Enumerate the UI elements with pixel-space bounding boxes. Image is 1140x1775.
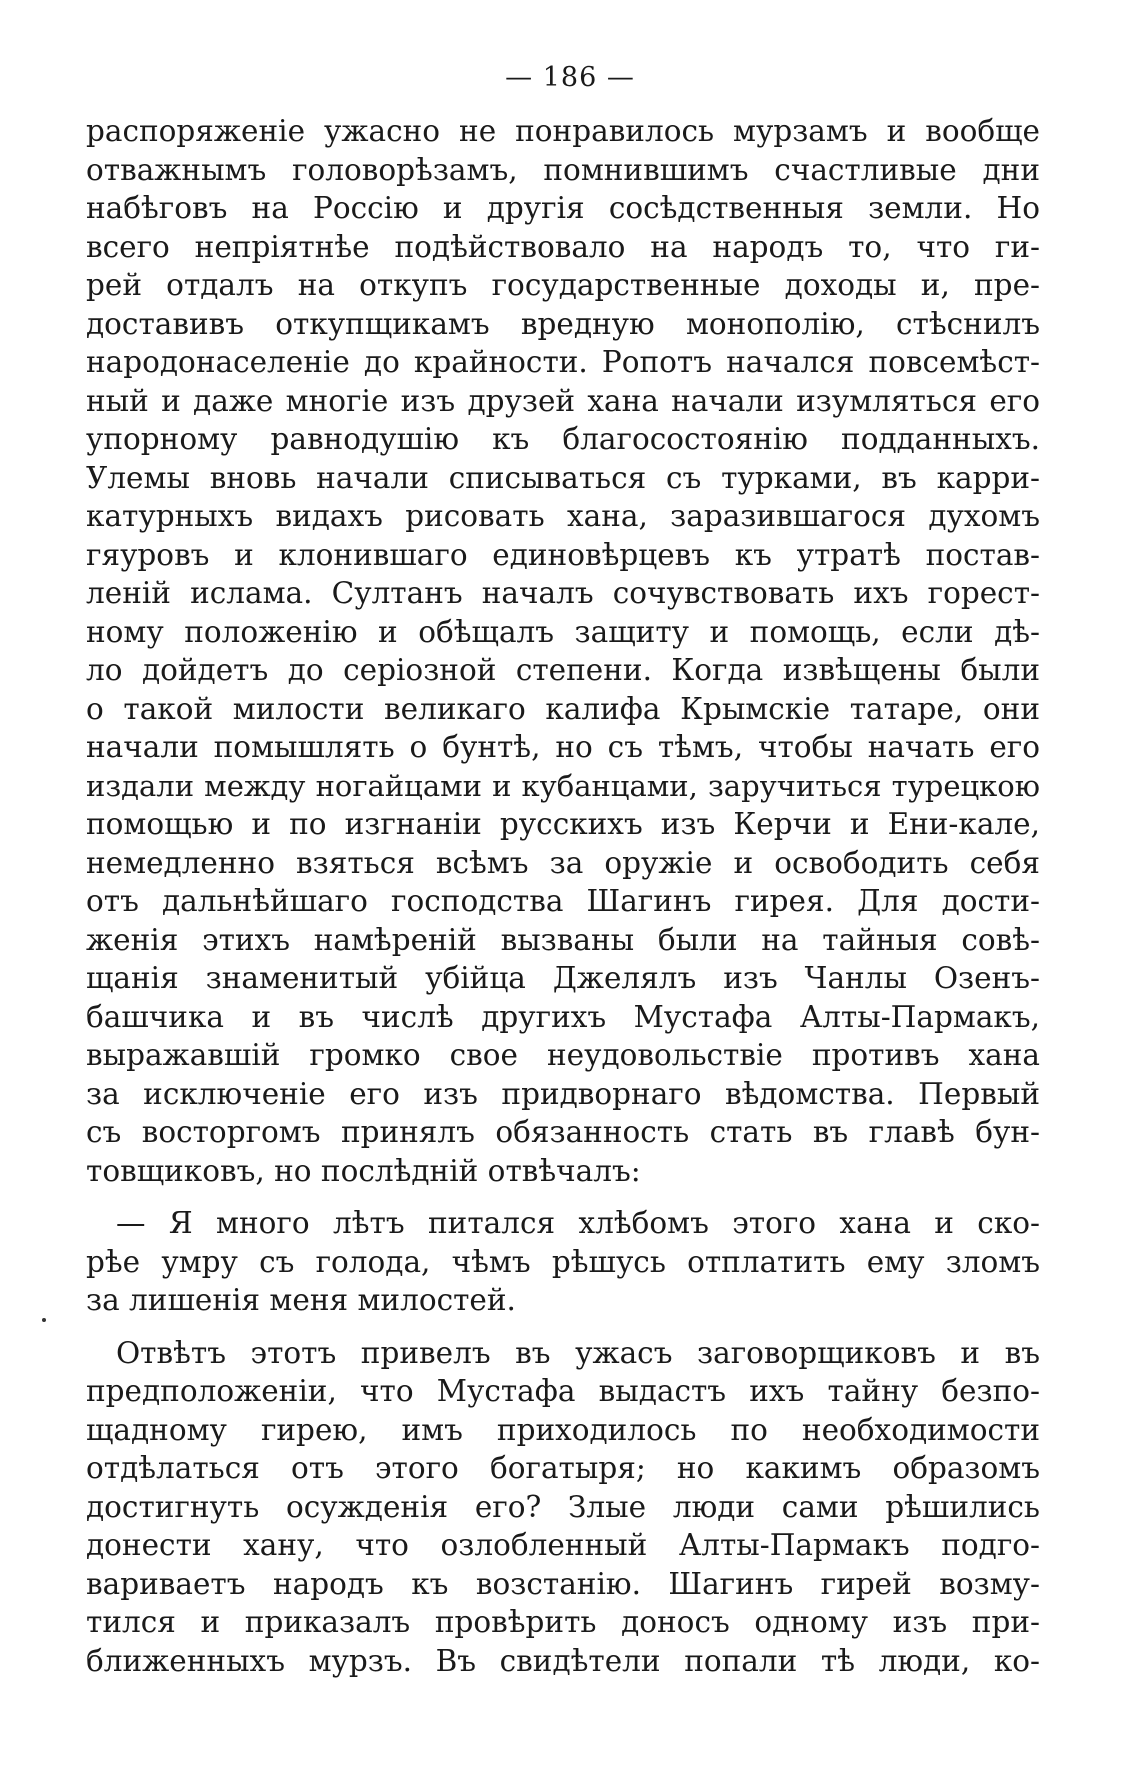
text-line: выражавшій громко свое неудовольствіе противъ хана bbox=[86, 1038, 1040, 1072]
print-speck bbox=[42, 1318, 46, 1322]
text-line: за исключеніе его изъ придворнаго вѣдомства. Первый bbox=[86, 1076, 1040, 1111]
text-line: за лишенія меня милостей. bbox=[86, 1283, 516, 1317]
text-line: катурныхъ видахъ рисовать хана, заразившагося духомъ bbox=[86, 499, 1040, 533]
text-line: вариваетъ народъ къ возстанію. Шагинъ гирей возму- bbox=[86, 1566, 1040, 1601]
paragraph bbox=[86, 112, 1040, 1190]
text-line: о такой милости великаго калифа Крымскіе татаре, они bbox=[86, 691, 1040, 726]
text-line: издали между ногайцами и кубанцами, заручиться турецкою bbox=[86, 768, 1040, 803]
text-line: донести хану, что озлобленный Алты-Пармакъ подго- bbox=[86, 1528, 1040, 1562]
text-line: достигнуть осужденія его? Злые люди сами рѣшились bbox=[86, 1489, 1040, 1524]
text-line: товщиковъ, но послѣдній отвѣчалъ: bbox=[86, 1153, 641, 1188]
text-line: помощью и по изгнаніи русскихъ изъ Керчи и Ени-кале, bbox=[86, 807, 1040, 841]
body-text bbox=[86, 112, 1040, 1680]
text-line: леній ислама. Султанъ началъ сочувствовать ихъ горест- bbox=[86, 576, 1040, 610]
text-line: щанія знаменитый убійца Джелялъ изъ Чанлы Озенъ- bbox=[86, 961, 1040, 995]
text-line: распоряженіе ужасно не понравилось мурзамъ и вообще bbox=[86, 114, 1040, 148]
text-line: отважнымъ головорѣзамъ, помнившимъ счастливые дни bbox=[86, 152, 1040, 187]
text-line: башчика и въ числѣ другихъ Мустафа Алты-Пармакъ, bbox=[86, 999, 1040, 1034]
text-line: Улемы вновь начали списываться съ турками, въ карри- bbox=[86, 460, 1040, 495]
text-line: щадному гирею, имъ приходилось по необходимости bbox=[86, 1412, 1040, 1447]
text-line: народонаселеніе до крайности. Ропотъ начался повсемѣст- bbox=[86, 345, 1040, 379]
text-line: ло дойдетъ до серіозной степени. Когда извѣщены были bbox=[86, 653, 1040, 687]
text-line: рѣе умру съ голода, чѣмъ рѣшусь отплатить ему зломъ bbox=[86, 1244, 1040, 1279]
text-line: упорному равнодушію къ благосостоянію подданныхъ. bbox=[86, 422, 1040, 456]
text-line: Отвѣтъ этотъ привелъ въ ужасъ заговорщиковъ и въ bbox=[116, 1335, 1040, 1370]
text-line: ближенныхъ мурзъ. Въ свидѣтели попали тѣ люди, ко- bbox=[86, 1643, 1040, 1678]
text-line: съ восторгомъ принялъ обязанность стать въ главѣ бун- bbox=[86, 1115, 1040, 1149]
text-line: доставивъ откупщикамъ вредную монополію, стѣснилъ bbox=[86, 306, 1040, 341]
text-line: отдѣлаться отъ этого богатыря; но какимъ образомъ bbox=[86, 1451, 1040, 1485]
text-line: начали помышлять о бунтѣ, но съ тѣмъ, чтобы начать его bbox=[86, 730, 1040, 764]
text-line: гяуровъ и клонившаго единовѣрцевъ къ утратѣ постав- bbox=[86, 537, 1040, 572]
paragraph-gap bbox=[86, 1190, 1040, 1204]
text-line: — Я много лѣтъ питался хлѣбомъ этого хана и ско- bbox=[116, 1206, 1040, 1240]
text-line: немедленно взяться всѣмъ за оружіе и освободить себя bbox=[86, 845, 1040, 880]
paragraph bbox=[86, 1204, 1040, 1320]
paragraph bbox=[86, 1334, 1040, 1681]
text-line: ный и даже многіе изъ друзей хана начали изумляться его bbox=[86, 383, 1040, 418]
text-line: предположеніи, что Мустафа выдастъ ихъ тайну безпо- bbox=[86, 1374, 1040, 1408]
text-line: ному положенію и обѣщалъ защиту и помощь, если дѣ- bbox=[86, 614, 1040, 649]
text-line: женія этихъ намѣреній вызваны были на тайныя совѣ- bbox=[86, 922, 1040, 957]
paragraph-gap bbox=[86, 1320, 1040, 1334]
text-line: отъ дальнѣйшаго господства Шагинъ гирея. Для дости- bbox=[86, 884, 1040, 918]
text-line: набѣговъ на Россію и другія сосѣдственныя земли. Но bbox=[86, 191, 1040, 225]
page-number: — 186 — bbox=[505, 62, 635, 93]
text-line: всего непріятнѣе подѣйствовало на народъ то, что ги- bbox=[86, 229, 1040, 264]
text-line: рей отдалъ на откупъ государственные доходы и, пре- bbox=[86, 268, 1040, 302]
text-line: тился и приказалъ провѣрить доносъ одному изъ при- bbox=[86, 1605, 1040, 1639]
